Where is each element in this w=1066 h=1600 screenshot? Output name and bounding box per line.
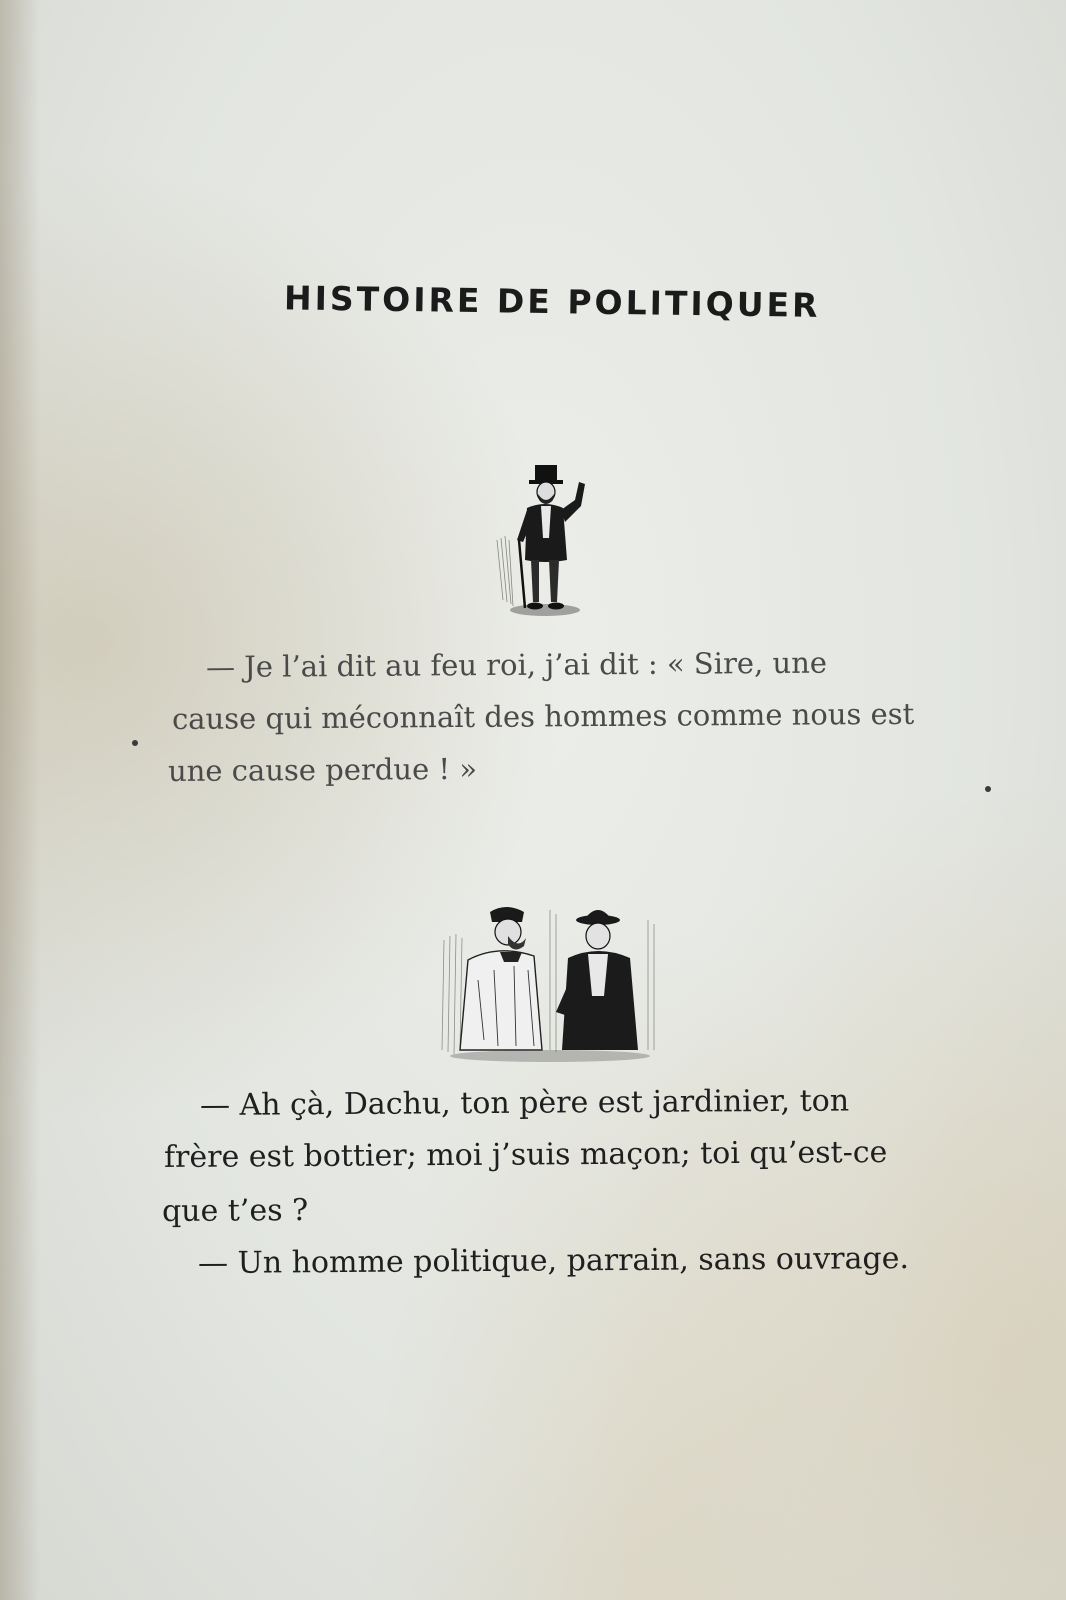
- paper-speck: [985, 786, 991, 792]
- dialogue-2-line-2: frère est bottier; moi j’suis maçon; toi qu’est-ce: [163, 1134, 888, 1175]
- dialogue-1-line-2: cause qui méconnaît des hommes comme nous est: [171, 696, 915, 736]
- dialogue-2-line-1: — Ah çà, Dachu, ton père est jardinier, ton: [199, 1083, 850, 1123]
- page-gutter-shadow: [0, 0, 40, 1600]
- dialogue-2-line-3: que t’es ?: [161, 1192, 309, 1229]
- paper-speck: [132, 740, 138, 746]
- illustration-two-men-talking: [438, 900, 668, 1070]
- dialogue-1-line-1: — Je l’ai dit au feu roi, j’ai dit : « Sire, une: [205, 645, 828, 684]
- dialogue-1-line-3: une cause perdue ! »: [167, 751, 478, 788]
- illustration-gentleman-top-hat: [495, 460, 605, 620]
- dialogue-2-line-4: — Un homme politique, parrain, sans ouvrage.: [197, 1241, 910, 1281]
- page-title: HISTOIRE DE POLITIQUER: [283, 278, 821, 325]
